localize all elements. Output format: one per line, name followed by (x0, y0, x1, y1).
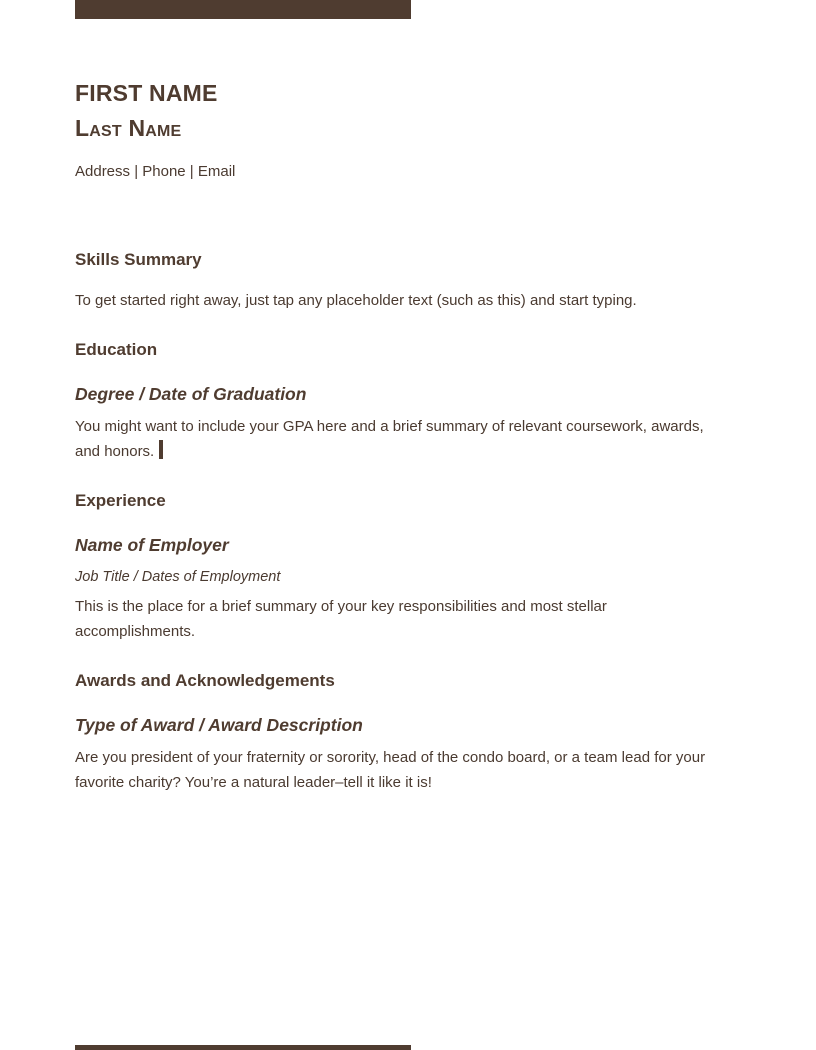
skills-heading[interactable]: Skills Summary (75, 250, 202, 269)
awards-body[interactable]: Are you president of your fraternity or sorority, head of the condo board, or a team lead for your favorite charity? You’re a natural leader–tell it like it is! (75, 749, 706, 791)
bottom-accent-bar (75, 1045, 411, 1050)
last-name[interactable]: Last Name (75, 115, 182, 141)
education-body-text[interactable]: You might want to include your GPA here and a brief summary of relevant coursework, awards, and honors. (75, 418, 704, 460)
skills-body[interactable]: To get started right away, just tap any placeholder text (such as this) and start typing. (75, 292, 637, 309)
awards-subheading[interactable]: Type of Award / Award Description (75, 715, 363, 735)
first-name[interactable]: FIRST NAME (75, 80, 218, 106)
awards-heading[interactable]: Awards and Acknowledgements (75, 671, 335, 690)
experience-heading[interactable]: Experience (75, 491, 166, 510)
education-body[interactable] (75, 414, 715, 464)
experience-body[interactable]: This is the place for a brief summary of your key responsibilities and most stellar accomplishments. (75, 598, 607, 640)
experience-subheading[interactable]: Name of Employer (75, 535, 229, 555)
contact-info[interactable]: Address | Phone | Email (75, 163, 236, 180)
education-subheading[interactable]: Degree / Date of Graduation (75, 384, 307, 404)
top-accent-bar (75, 0, 411, 19)
text-cursor (159, 440, 163, 459)
education-heading[interactable]: Education (75, 340, 158, 359)
job-title-line[interactable]: Job Title / Dates of Employment (75, 569, 281, 585)
